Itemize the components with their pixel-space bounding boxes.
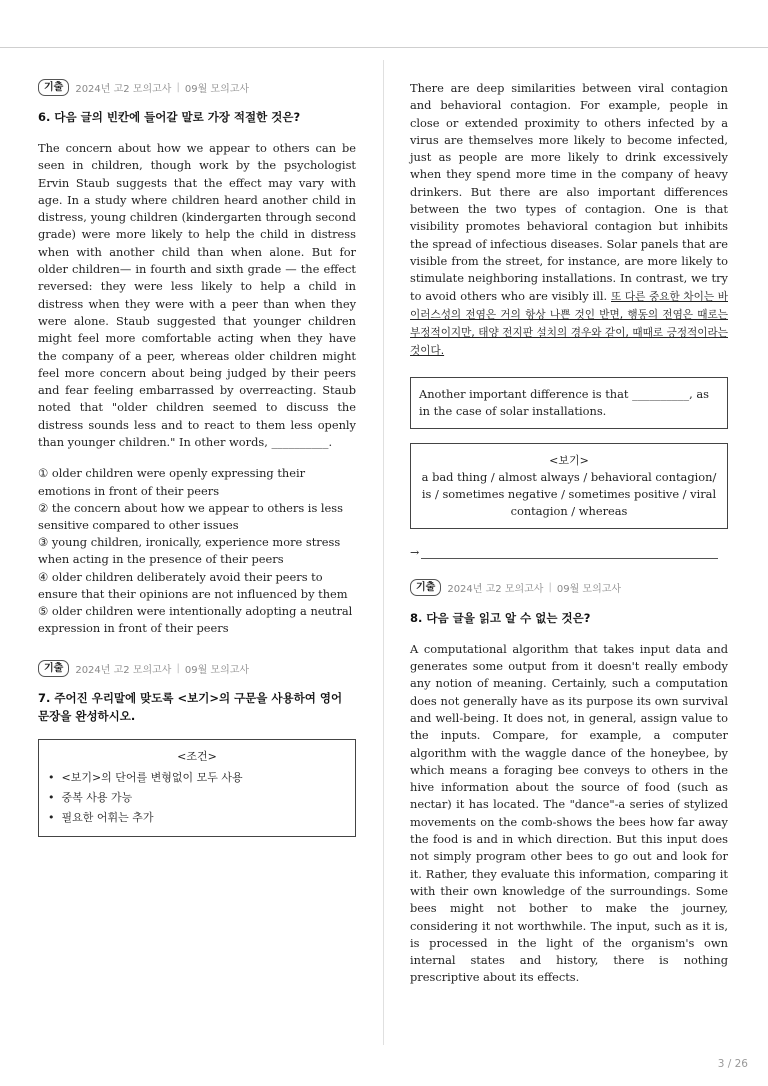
question-6-passage: The concern about how we appear to others can be seen in children, though work by the psychologist Ervin Staub suggests that the effect may vary with age. In a study where children heard another child in distress, young children (kindergarten through second grade) were more likely to help the child in distress when with another child than when alone. But for older children— in fourth and sixth grade — the effect reversed: they were less likely to help a child in distress when they were with a peer than when they were alone. Staub suggested that younger children might feel more comfortable acting when they have the company of a peer, whereas older children might feel more concern about being judged by their peers and fear feeling embarrassed by overreacting. Staub noted that "older children seemed to discuss the distress sounds less and to react to them less openly than younger children." In other words, __________. — [38, 141, 356, 450]
top-rule — [0, 47, 768, 48]
page-number: 3 / 26 — [717, 1058, 748, 1070]
conditions-list — [47, 768, 347, 828]
answer-input-line[interactable] — [421, 548, 718, 559]
target-sentence: Another important difference is that __________, as in the case of solar installations. — [419, 386, 709, 418]
past-exam-tag: 기출 — [410, 579, 441, 596]
q7-tag-row — [38, 659, 356, 677]
arrow-icon: → — [410, 545, 420, 559]
exam-source: 2024년 고2 모의고사 — [447, 584, 544, 596]
korean-translation-underlined: 또 다른 중요한 차이는 바이러스성의 전염은 거의 항상 나쁜 것인 반면, 행동의 전염은 때로는 부정적이지만, 태양 전지판 설치의 경우와 같이, 때때로 긍정적이라는 것이다. — [410, 290, 728, 358]
question-8-passage: A computational algorithm that takes input data and generates some output from it doesn't really embody any notion of meaning. Certainly, such a computation does not generally have as its purpose its own survival and well-being. It does not, in general, assign value to the inputs. Compare, for example, a computer algorithm with the waggle dance of the honeybee, by which means a foraging bee conveys to others in the hive information about the source of food (such as nectar) it has located. The "dance"-a series of stylized movements on the comb-shows the bees how far away the food is and in which direction. But this input does not simply program other bees to go out and look for it. Rather, they evaluate this information, comparing it with their own knowledge of the surroundings. Some bees might not bother to make the journey, considering it not worthwhile. The input, such as it is, is processed in the light of the organism's own internal states and history, there is nothing prescriptive about its effects. — [410, 641, 728, 985]
meta-separator: | — [176, 81, 180, 93]
choice-3[interactable]: ③ young children, ironically, experience more stress when acting in the presence of their peers — [38, 535, 341, 567]
meta-separator: | — [548, 582, 552, 594]
exam-source: 2024년 고2 모의고사 — [75, 664, 172, 676]
bogi-title: <보기> — [549, 453, 589, 467]
bogi-box — [410, 443, 728, 529]
past-exam-tag: 기출 — [38, 79, 69, 96]
q8-tag-row — [410, 579, 728, 597]
question-7-title: 7. 주어진 우리말에 맞도록 <보기>의 구문을 사용하여 영어 문장을 완성하시오. — [38, 691, 343, 724]
exam-month: 09월 모의고사 — [184, 664, 250, 676]
question-6-title: 6. 다음 글의 빈칸에 들어갈 말로 가장 적절한 것은? — [38, 110, 301, 124]
answer-row — [410, 543, 728, 559]
exam-month: 09월 모의고사 — [184, 83, 250, 95]
choice-2[interactable]: ② the concern about how we appear to others is less sensitive compared to other issues — [38, 500, 343, 532]
conditions-title: <조건> — [177, 750, 217, 764]
question-8-title: 8. 다음 글을 읽고 알 수 없는 것은? — [410, 610, 591, 625]
target-sentence-box — [410, 377, 728, 429]
q6-tag-row — [38, 78, 356, 96]
choice-4[interactable]: ④ older children deliberately avoid their peers to ensure that their opinions are not influenced by them — [38, 569, 348, 601]
condition-item: • <보기>의 단어를 변형없이 모두 사용 — [59, 768, 347, 788]
condition-item: • 필요한 어휘는 추가 — [59, 808, 347, 828]
choice-1[interactable]: ① older children were openly expressing their emotions in front of their peers — [38, 466, 306, 498]
passage-main-text: There are deep similarities between viral contagion and behavioral contagion. For example, people in close or extended proximity to others infected by a virus are themselves more likely to become infected, just as people are more likely to drink excessively when they spend more time in the company of heavy drinkers. But there are also important differences between the two types of contagion. One is that visibility promotes behavioral contagion but inhibits the spread of infectious diseases. Solar panels that are visible from the street, for instance, are more likely to stimulate neighboring installations. In contrast, we try to avoid others who are visibly ill. — [410, 81, 728, 303]
question-6-choices — [38, 465, 356, 637]
right-column — [410, 80, 728, 987]
exam-source: 2024년 고2 모의고사 — [75, 83, 172, 95]
question-7-passage — [410, 80, 728, 361]
bogi-words: a bad thing / almost always / behavioral contagion/ is / sometimes negative / sometimes positive / viral contagion / whereas — [421, 469, 717, 518]
left-column — [38, 78, 356, 837]
column-divider — [383, 60, 384, 1045]
past-exam-tag: 기출 — [38, 660, 69, 677]
exam-month: 09월 모의고사 — [556, 584, 622, 596]
condition-item: • 중복 사용 가능 — [59, 788, 347, 808]
conditions-box — [38, 739, 356, 837]
choice-5[interactable]: ⑤ older children were intentionally adopting a neutral expression in front of their peers — [38, 603, 353, 636]
meta-separator: | — [176, 662, 180, 674]
